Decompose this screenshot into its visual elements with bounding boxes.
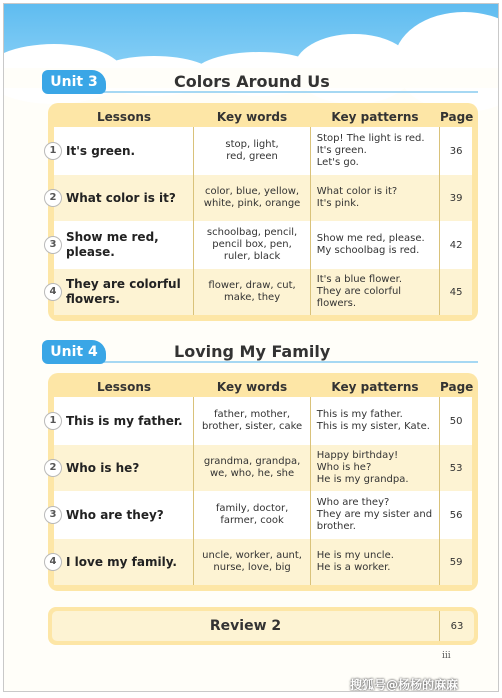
key-patterns: Stop! The light is red. It's green. Let's go. (310, 127, 439, 175)
page-header: Page (440, 110, 474, 124)
page-footer-number: iii (442, 651, 451, 661)
key-words: color, blue, yellow, white, pink, orange (193, 175, 309, 221)
table-row (49, 397, 472, 445)
lesson-number: 3 (44, 506, 62, 524)
page-number: 59 (439, 539, 472, 585)
unit-tab: Unit 3 (42, 70, 106, 94)
key-patterns: Who are they? They are my sister and brother. (310, 491, 439, 539)
unit-title: Colors Around Us (174, 72, 330, 91)
unit-3-section (34, 70, 478, 309)
lesson-number: 2 (44, 189, 62, 207)
key-patterns: Show me red, please. My schoolbag is red. (310, 221, 439, 269)
lesson-title: What color is it? (66, 190, 176, 205)
page-number: 53 (439, 445, 472, 491)
key-words: family, doctor, farmer, cook (193, 491, 309, 539)
lesson-title: It's green. (66, 143, 136, 158)
unit-divider (104, 361, 478, 363)
page-number: 50 (439, 397, 472, 445)
unit-divider (104, 91, 478, 93)
lesson-number: 1 (44, 142, 62, 160)
review-label: Review 2 (209, 618, 282, 634)
page-number: 45 (439, 269, 472, 315)
lesson-title: Who are they? (66, 507, 164, 522)
table-row (49, 221, 472, 269)
table-row (49, 445, 472, 491)
lesson-table (48, 373, 478, 591)
page-number: 39 (439, 175, 472, 221)
lessons-header: Lessons (97, 380, 151, 394)
watermark-text: 搜狐号@杨杨的麻麻 (350, 678, 459, 692)
page-number: 36 (439, 127, 472, 175)
lesson-title: I love my family. (66, 554, 177, 569)
key-patterns: Happy birthday! Who is he? He is my grandpa. (310, 445, 439, 491)
unit-title: Loving My Family (174, 342, 331, 361)
key-words: grandma, grandpa, we, who, he, she (193, 445, 309, 491)
lesson-number: 2 (44, 459, 62, 477)
table-row (49, 539, 472, 585)
lesson-title: Show me red, please. (66, 230, 159, 259)
key-words: schoolbag, pencil, pencil box, pen, ruler, black (193, 221, 309, 269)
unit-4-section (34, 340, 478, 573)
textbook-page (3, 3, 499, 692)
key-words: stop, light, red, green (193, 127, 309, 175)
table-row (49, 175, 472, 221)
page-number: 56 (439, 491, 472, 539)
keywords-header: Key words (216, 110, 288, 124)
lesson-number: 3 (44, 236, 62, 254)
unit-header (34, 70, 478, 96)
unit-header (34, 340, 478, 366)
key-patterns: This is my father. This is my sister, Kate. (310, 397, 439, 445)
lesson-number: 1 (44, 412, 62, 430)
key-words: father, mother, brother, sister, cake (193, 397, 309, 445)
key-patterns: He is my uncle. He is a worker. (310, 539, 439, 585)
page-header: Page (440, 380, 474, 394)
key-patterns: What color is it? It's pink. (310, 175, 439, 221)
lesson-title: Who is he? (66, 460, 140, 475)
key-patterns: It's a blue flower. They are colorful flowers. (310, 269, 439, 315)
lesson-number: 4 (44, 283, 62, 301)
lesson-table (48, 103, 478, 321)
table-header (54, 107, 472, 127)
review-inner (52, 611, 474, 641)
table-header (54, 377, 472, 397)
table-row (49, 491, 472, 539)
review-box (48, 607, 478, 645)
table-row (49, 269, 472, 315)
table-row (49, 127, 472, 175)
unit-tab: Unit 4 (42, 340, 106, 364)
lesson-title: They are colorful flowers. (66, 277, 181, 306)
lesson-number: 4 (44, 553, 62, 571)
lessons-header: Lessons (97, 110, 151, 124)
page-number: 42 (439, 221, 472, 269)
patterns-header: Key patterns (331, 380, 419, 394)
keywords-header: Key words (216, 380, 288, 394)
review-page-number: 63 (439, 611, 474, 641)
lesson-title: This is my father. (66, 413, 183, 428)
key-words: flower, draw, cut, make, they (193, 269, 309, 315)
key-words: uncle, worker, aunt, nurse, love, big (193, 539, 309, 585)
patterns-header: Key patterns (331, 110, 419, 124)
